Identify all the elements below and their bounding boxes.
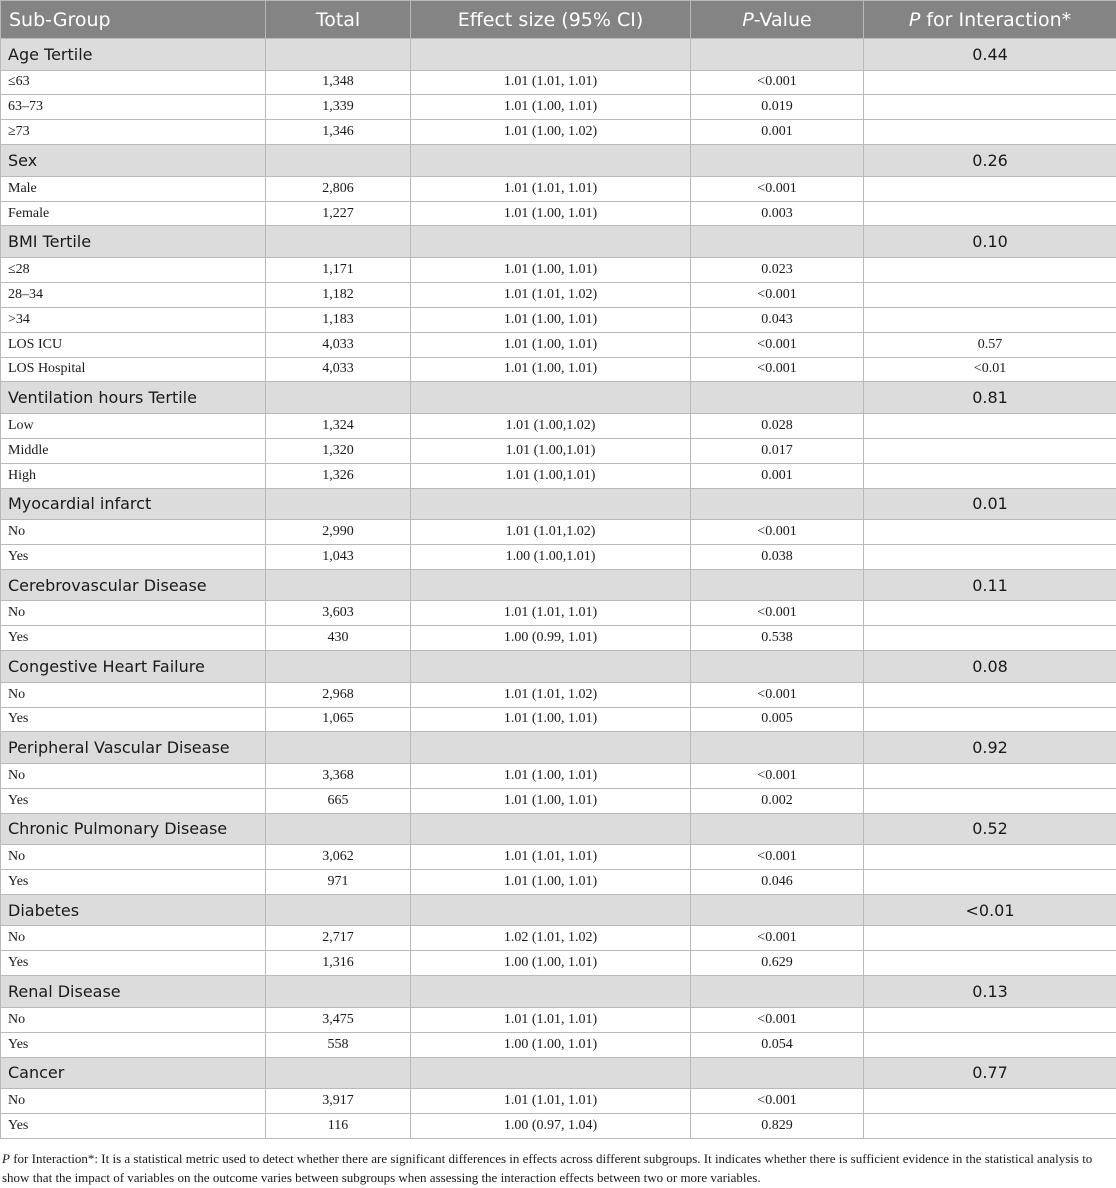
cell-effect-size: 1.01 (1.00, 1.01) <box>411 201 691 226</box>
table-row <box>1 845 1116 870</box>
cell-effect-size: 1.01 (1.01,1.02) <box>411 520 691 545</box>
cell-p-interaction: 0.44 <box>864 39 1116 71</box>
cell-p-interaction <box>864 1007 1116 1032</box>
col-header-total: Total <box>266 1 411 39</box>
table-row <box>1 951 1116 976</box>
cell-subgroup: Yes <box>1 1113 266 1138</box>
cell-p-value: 0.019 <box>691 95 864 120</box>
cell-subgroup: Age Tertile <box>1 39 266 71</box>
cell-p-interaction: 0.92 <box>864 732 1116 764</box>
group-header-row <box>1 1057 1116 1089</box>
cell-subgroup: Diabetes <box>1 894 266 926</box>
cell-p-interaction <box>864 520 1116 545</box>
cell-total: 2,806 <box>266 176 411 201</box>
table-row <box>1 1032 1116 1057</box>
cell-p-interaction <box>864 1113 1116 1138</box>
cell-p-interaction <box>864 201 1116 226</box>
group-header-row <box>1 894 1116 926</box>
cell-p-value: <0.001 <box>691 601 864 626</box>
group-header-row <box>1 145 1116 177</box>
cell-p-interaction <box>864 788 1116 813</box>
cell-p-interaction <box>864 70 1116 95</box>
p-italic: P <box>742 8 754 31</box>
cell-total: 1,326 <box>266 463 411 488</box>
cell-p-value: <0.001 <box>691 357 864 382</box>
footnote-text: for Interaction*: It is a statistical metric used to detect whether there are significant differences in effects across different subgroups. It indicates whether there is sufficient evidence in the statistical analysis to show that the impact of variables on the outcome varies between subgroups when assessing the interaction effects between two or more variables. <box>2 1151 1093 1185</box>
cell-p-value: 0.538 <box>691 626 864 651</box>
table-row <box>1 357 1116 382</box>
cell-p-interaction <box>864 463 1116 488</box>
cell-effect-size: 1.01 (1.00, 1.02) <box>411 120 691 145</box>
cell-subgroup: Low <box>1 413 266 438</box>
cell-effect-size: 1.01 (1.00, 1.01) <box>411 332 691 357</box>
table-row <box>1 1089 1116 1114</box>
cell-subgroup: LOS Hospital <box>1 357 266 382</box>
cell-p-interaction: 0.08 <box>864 651 1116 683</box>
cell-subgroup: Cerebrovascular Disease <box>1 569 266 601</box>
cell-total <box>266 488 411 520</box>
table-row <box>1 70 1116 95</box>
cell-p-interaction: <0.01 <box>864 894 1116 926</box>
cell-subgroup: Yes <box>1 544 266 569</box>
cell-effect-size <box>411 569 691 601</box>
cell-p-interaction <box>864 307 1116 332</box>
cell-effect-size: 1.01 (1.00, 1.01) <box>411 257 691 282</box>
cell-p-interaction <box>864 413 1116 438</box>
cell-subgroup: ≤28 <box>1 257 266 282</box>
cell-total: 1,324 <box>266 413 411 438</box>
table-row <box>1 413 1116 438</box>
cell-p-value <box>691 569 864 601</box>
cell-total <box>266 226 411 258</box>
col-header-subgroup: Sub-Group <box>1 1 266 39</box>
cell-p-value: 0.005 <box>691 707 864 732</box>
table-row <box>1 201 1116 226</box>
cell-p-interaction <box>864 1089 1116 1114</box>
cell-subgroup: Cancer <box>1 1057 266 1089</box>
cell-p-interaction <box>864 926 1116 951</box>
cell-p-interaction <box>864 1032 1116 1057</box>
cell-total: 3,368 <box>266 763 411 788</box>
cell-subgroup: No <box>1 845 266 870</box>
cell-subgroup: No <box>1 926 266 951</box>
cell-p-value: <0.001 <box>691 70 864 95</box>
table-row <box>1 282 1116 307</box>
table-row <box>1 1113 1116 1138</box>
cell-p-interaction <box>864 763 1116 788</box>
cell-p-value <box>691 651 864 683</box>
cell-effect-size: 1.01 (1.01, 1.01) <box>411 176 691 201</box>
cell-p-value: <0.001 <box>691 926 864 951</box>
cell-effect-size: 1.01 (1.00, 1.01) <box>411 307 691 332</box>
cell-p-interaction: 0.57 <box>864 332 1116 357</box>
table-row <box>1 926 1116 951</box>
cell-effect-size: 1.01 (1.00, 1.01) <box>411 95 691 120</box>
cell-total: 2,968 <box>266 682 411 707</box>
cell-subgroup: Peripheral Vascular Disease <box>1 732 266 764</box>
cell-subgroup: No <box>1 520 266 545</box>
cell-p-value: <0.001 <box>691 763 864 788</box>
cell-subgroup: Female <box>1 201 266 226</box>
cell-subgroup: Renal Disease <box>1 976 266 1008</box>
cell-p-value: 0.043 <box>691 307 864 332</box>
cell-total: 971 <box>266 870 411 895</box>
cell-p-value <box>691 382 864 414</box>
cell-effect-size: 1.01 (1.00, 1.01) <box>411 707 691 732</box>
cell-total: 2,990 <box>266 520 411 545</box>
cell-effect-size: 1.00 (0.99, 1.01) <box>411 626 691 651</box>
cell-effect-size: 1.00 (0.97, 1.04) <box>411 1113 691 1138</box>
cell-p-value <box>691 732 864 764</box>
cell-p-value: 0.629 <box>691 951 864 976</box>
cell-p-value <box>691 813 864 845</box>
cell-total: 3,603 <box>266 601 411 626</box>
cell-effect-size <box>411 732 691 764</box>
cell-effect-size: 1.00 (1.00,1.01) <box>411 544 691 569</box>
cell-total <box>266 732 411 764</box>
cell-p-value <box>691 894 864 926</box>
cell-effect-size: 1.01 (1.01, 1.01) <box>411 845 691 870</box>
cell-effect-size <box>411 894 691 926</box>
cell-effect-size <box>411 813 691 845</box>
cell-p-interaction: 0.13 <box>864 976 1116 1008</box>
cell-p-interaction <box>864 438 1116 463</box>
col-header-p-value <box>691 1 864 39</box>
cell-subgroup: Yes <box>1 1032 266 1057</box>
cell-p-interaction <box>864 282 1116 307</box>
cell-p-value: <0.001 <box>691 1089 864 1114</box>
cell-effect-size <box>411 39 691 71</box>
cell-p-interaction <box>864 870 1116 895</box>
cell-subgroup: BMI Tertile <box>1 226 266 258</box>
cell-p-value: <0.001 <box>691 682 864 707</box>
cell-total <box>266 976 411 1008</box>
cell-p-value: 0.003 <box>691 201 864 226</box>
table-row <box>1 438 1116 463</box>
cell-effect-size: 1.01 (1.00, 1.01) <box>411 870 691 895</box>
cell-total <box>266 569 411 601</box>
group-header-row <box>1 382 1116 414</box>
cell-p-value: 0.038 <box>691 544 864 569</box>
table-row <box>1 601 1116 626</box>
cell-effect-size: 1.01 (1.00,1.01) <box>411 438 691 463</box>
cell-subgroup: ≥73 <box>1 120 266 145</box>
group-header-row <box>1 651 1116 683</box>
cell-p-value: 0.002 <box>691 788 864 813</box>
table-row <box>1 626 1116 651</box>
cell-effect-size: 1.01 (1.01, 1.01) <box>411 601 691 626</box>
cell-total: 4,033 <box>266 357 411 382</box>
cell-p-interaction <box>864 176 1116 201</box>
cell-total: 1,316 <box>266 951 411 976</box>
table-header <box>1 1 1116 39</box>
cell-p-interaction <box>864 707 1116 732</box>
cell-subgroup: Yes <box>1 788 266 813</box>
cell-subgroup: Congestive Heart Failure <box>1 651 266 683</box>
cell-p-value: <0.001 <box>691 282 864 307</box>
cell-total <box>266 651 411 683</box>
cell-total <box>266 382 411 414</box>
cell-subgroup: ≤63 <box>1 70 266 95</box>
cell-subgroup: Yes <box>1 870 266 895</box>
table-row <box>1 870 1116 895</box>
cell-p-interaction <box>864 951 1116 976</box>
cell-total: 116 <box>266 1113 411 1138</box>
cell-p-value <box>691 1057 864 1089</box>
table-row <box>1 763 1116 788</box>
cell-p-interaction <box>864 95 1116 120</box>
cell-total: 430 <box>266 626 411 651</box>
cell-subgroup: No <box>1 763 266 788</box>
cell-p-interaction: 0.26 <box>864 145 1116 177</box>
cell-p-value: 0.046 <box>691 870 864 895</box>
table-footnote <box>2 1149 1114 1187</box>
cell-total: 665 <box>266 788 411 813</box>
col-header-p-interaction <box>864 1 1116 39</box>
cell-p-value <box>691 976 864 1008</box>
cell-p-interaction: 0.01 <box>864 488 1116 520</box>
table-row <box>1 707 1116 732</box>
cell-p-value: 0.023 <box>691 257 864 282</box>
cell-total: 1,182 <box>266 282 411 307</box>
cell-effect-size: 1.01 (1.00,1.02) <box>411 413 691 438</box>
cell-total: 3,917 <box>266 1089 411 1114</box>
cell-p-interaction <box>864 845 1116 870</box>
cell-effect-size <box>411 1057 691 1089</box>
cell-total: 3,062 <box>266 845 411 870</box>
cell-p-interaction: 0.10 <box>864 226 1116 258</box>
cell-total: 1,183 <box>266 307 411 332</box>
cell-p-value: <0.001 <box>691 1007 864 1032</box>
cell-effect-size: 1.00 (1.00, 1.01) <box>411 1032 691 1057</box>
cell-effect-size: 1.01 (1.00,1.01) <box>411 463 691 488</box>
cell-subgroup: High <box>1 463 266 488</box>
cell-total: 1,043 <box>266 544 411 569</box>
cell-p-interaction <box>864 257 1116 282</box>
cell-effect-size: 1.01 (1.00, 1.01) <box>411 788 691 813</box>
table-row <box>1 544 1116 569</box>
cell-subgroup: Yes <box>1 626 266 651</box>
group-header-row <box>1 39 1116 71</box>
header-row <box>1 1 1116 39</box>
table-row <box>1 682 1116 707</box>
cell-total: 3,475 <box>266 1007 411 1032</box>
cell-subgroup: Ventilation hours Tertile <box>1 382 266 414</box>
cell-total: 1,320 <box>266 438 411 463</box>
cell-p-value: <0.001 <box>691 332 864 357</box>
table-row <box>1 307 1116 332</box>
table-row <box>1 95 1116 120</box>
table-row <box>1 1007 1116 1032</box>
cell-subgroup: Yes <box>1 951 266 976</box>
cell-effect-size: 1.01 (1.01, 1.01) <box>411 1089 691 1114</box>
group-header-row <box>1 813 1116 845</box>
cell-subgroup: No <box>1 1089 266 1114</box>
cell-total: 1,227 <box>266 201 411 226</box>
cell-effect-size <box>411 382 691 414</box>
cell-p-value: 0.001 <box>691 120 864 145</box>
cell-total: 1,348 <box>266 70 411 95</box>
cell-subgroup: 28–34 <box>1 282 266 307</box>
cell-total: 4,033 <box>266 332 411 357</box>
cell-effect-size: 1.01 (1.00, 1.01) <box>411 763 691 788</box>
cell-effect-size: 1.01 (1.00, 1.01) <box>411 357 691 382</box>
cell-subgroup: 63–73 <box>1 95 266 120</box>
group-header-row <box>1 976 1116 1008</box>
cell-p-value <box>691 488 864 520</box>
cell-total: 1,171 <box>266 257 411 282</box>
cell-p-interaction <box>864 626 1116 651</box>
cell-subgroup: No <box>1 682 266 707</box>
cell-effect-size <box>411 145 691 177</box>
group-header-row <box>1 226 1116 258</box>
table-body <box>1 39 1116 1139</box>
cell-total <box>266 145 411 177</box>
cell-subgroup: Yes <box>1 707 266 732</box>
cell-subgroup: No <box>1 1007 266 1032</box>
cell-subgroup: Chronic Pulmonary Disease <box>1 813 266 845</box>
group-header-row <box>1 569 1116 601</box>
cell-p-interaction: 0.52 <box>864 813 1116 845</box>
cell-total <box>266 894 411 926</box>
cell-p-value: <0.001 <box>691 520 864 545</box>
cell-total <box>266 39 411 71</box>
cell-p-value <box>691 226 864 258</box>
cell-p-value <box>691 145 864 177</box>
cell-subgroup: >34 <box>1 307 266 332</box>
table-row <box>1 520 1116 545</box>
group-header-row <box>1 732 1116 764</box>
cell-subgroup: Myocardial infarct <box>1 488 266 520</box>
cell-total <box>266 1057 411 1089</box>
table-row <box>1 788 1116 813</box>
cell-effect-size: 1.01 (1.01, 1.02) <box>411 282 691 307</box>
cell-total: 1,065 <box>266 707 411 732</box>
cell-p-interaction: <0.01 <box>864 357 1116 382</box>
cell-p-interaction <box>864 682 1116 707</box>
group-header-row <box>1 488 1116 520</box>
col-header-effect-size: Effect size (95% CI) <box>411 1 691 39</box>
cell-effect-size <box>411 976 691 1008</box>
cell-subgroup: LOS ICU <box>1 332 266 357</box>
cell-p-value: 0.028 <box>691 413 864 438</box>
cell-p-interaction <box>864 601 1116 626</box>
cell-effect-size <box>411 226 691 258</box>
cell-effect-size <box>411 488 691 520</box>
cell-effect-size: 1.01 (1.01, 1.01) <box>411 1007 691 1032</box>
cell-effect-size: 1.00 (1.00, 1.01) <box>411 951 691 976</box>
cell-total: 1,339 <box>266 95 411 120</box>
cell-p-interaction <box>864 544 1116 569</box>
footnote-p-italic: P <box>2 1151 10 1166</box>
table-row <box>1 176 1116 201</box>
cell-effect-size: 1.02 (1.01, 1.02) <box>411 926 691 951</box>
cell-subgroup: No <box>1 601 266 626</box>
cell-p-interaction: 0.11 <box>864 569 1116 601</box>
cell-p-value: <0.001 <box>691 176 864 201</box>
p-italic: P <box>908 8 921 31</box>
cell-total: 1,346 <box>266 120 411 145</box>
cell-total: 2,717 <box>266 926 411 951</box>
cell-p-value: 0.054 <box>691 1032 864 1057</box>
cell-effect-size: 1.01 (1.01, 1.01) <box>411 70 691 95</box>
table-row <box>1 332 1116 357</box>
table-row <box>1 463 1116 488</box>
cell-p-value <box>691 39 864 71</box>
cell-subgroup: Sex <box>1 145 266 177</box>
cell-p-interaction <box>864 120 1116 145</box>
cell-p-interaction: 0.81 <box>864 382 1116 414</box>
cell-subgroup: Male <box>1 176 266 201</box>
table-row <box>1 120 1116 145</box>
cell-effect-size <box>411 651 691 683</box>
cell-total: 558 <box>266 1032 411 1057</box>
cell-p-value: <0.001 <box>691 845 864 870</box>
cell-effect-size: 1.01 (1.01, 1.02) <box>411 682 691 707</box>
cell-subgroup: Middle <box>1 438 266 463</box>
cell-p-value: 0.001 <box>691 463 864 488</box>
cell-total <box>266 813 411 845</box>
table-row <box>1 257 1116 282</box>
p-value-suffix: -Value <box>753 8 812 31</box>
cell-p-value: 0.829 <box>691 1113 864 1138</box>
cell-p-value: 0.017 <box>691 438 864 463</box>
p-interaction-suffix: for Interaction* <box>920 8 1072 31</box>
cell-p-interaction: 0.77 <box>864 1057 1116 1089</box>
